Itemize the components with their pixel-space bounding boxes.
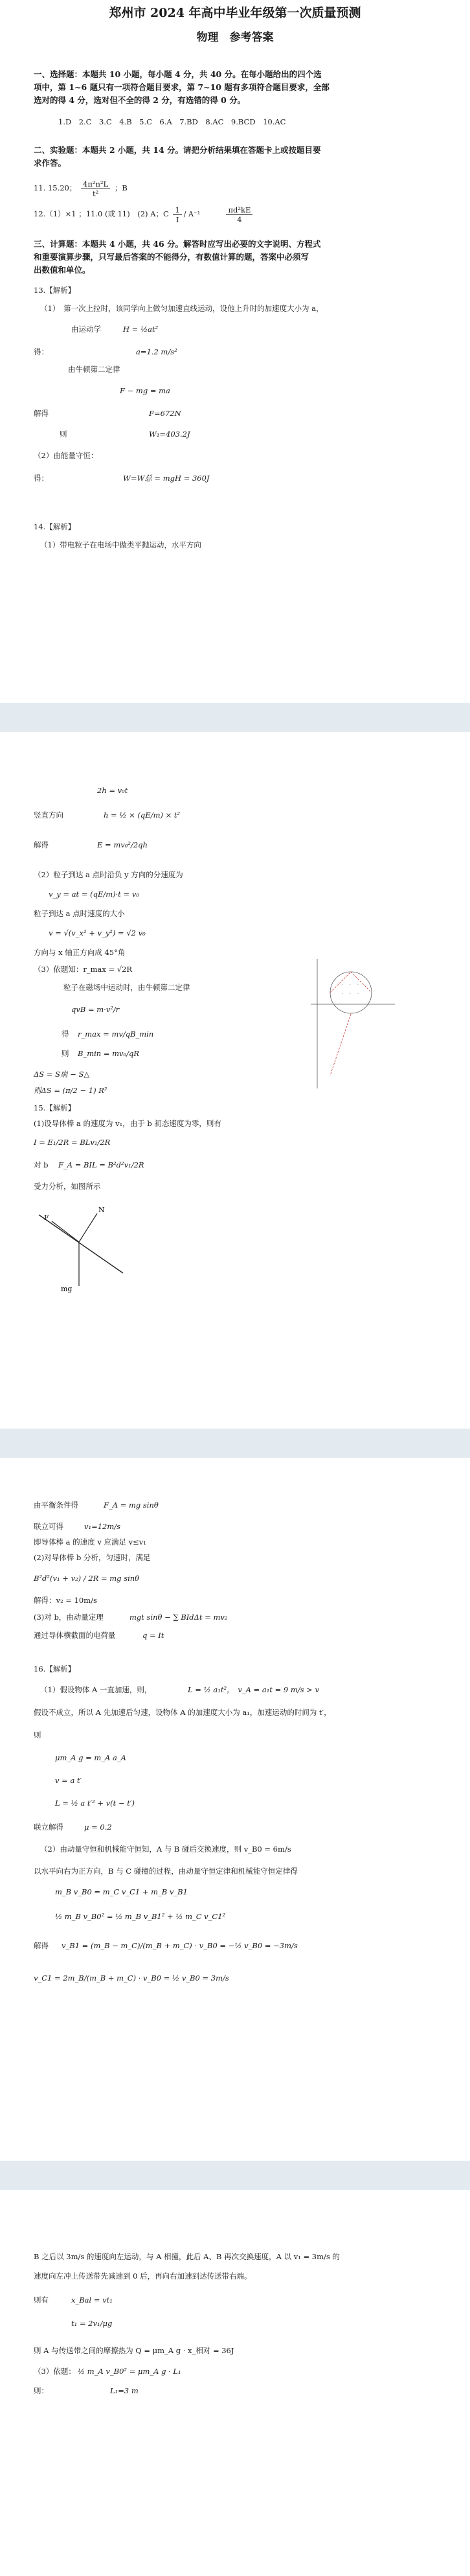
choice-answers: 1.D 2.C 3.C 4.B 5.C 6.A 7.BD 8.AC 9.BCD 10.AC — [58, 117, 286, 126]
force-f-arrow — [52, 1221, 79, 1242]
svg-text:·: · — [342, 992, 343, 996]
q15-formula: F_A = mg sinθ — [104, 1501, 159, 1510]
q16-formula: μm_A g = m_A a_A — [55, 1753, 126, 1762]
particle-path — [330, 972, 372, 993]
q13-formula: a=1.2 m/s² — [136, 347, 177, 356]
q14-formula: qvB = m·v²/r — [71, 1005, 120, 1014]
q16-formula: ½ m_A v_B0² = μm_A g · L₁ — [78, 2367, 181, 2376]
q14-formula: 则ΔS = (π/2 − 1) R² — [34, 1086, 107, 1095]
q16-line: 则 — [34, 1731, 41, 1740]
q13-line: 由牛顿第二定律 — [68, 365, 120, 374]
q14-formula: v = √(v_x² + v_y²) = √2 v₀ — [49, 928, 146, 937]
q14-formula: ΔS = S扇 − S△ — [34, 1070, 90, 1079]
q13-line: （2）由能量守恒： — [34, 451, 98, 460]
q14-line: 方向与 x 轴正方向成 45°角 — [34, 948, 126, 957]
page-separator — [0, 1429, 470, 1458]
page-1 — [0, 0, 470, 703]
particle-trajectory — [330, 1014, 351, 1075]
q11-answer: 11. 15.20； $\frac{\text{4π²n²L}}{\text{t²}}$ ；B — [34, 179, 128, 198]
q16-formula: μ = 0.2 — [84, 1823, 112, 1832]
q16-formula: v_B1 = (m_B − m_C)/(m_B + m_C) · v_B0 = −½ v_B0 = −3m/s — [62, 1941, 298, 1950]
q16-formula: t₁ = 2v₁/μg — [71, 2319, 113, 2328]
q16-heading: 16.【解析】 — [34, 1664, 76, 1673]
q14-line: （2）粒子到达 a 点时沿负 y 方向的分速度为 — [34, 870, 183, 879]
q13-formula: F=672N — [149, 409, 181, 418]
page-subtitle: 物理 参考答案 — [196, 31, 274, 44]
q15-line: 由平衡条件得 — [34, 1501, 78, 1510]
q15-formula: q = It — [142, 1631, 164, 1640]
q14-formula: v_y = at = (qE/m)·t = v₀ — [49, 890, 139, 899]
magnetic-field-diagram — [304, 952, 401, 1095]
q12-resistivity: $\frac{\text{πd²kE}}{4}$ — [226, 205, 252, 224]
q16-line: 假设不成立，所以 A 先加速后匀速，设物体 A 的加速度大小为 a₁，加速运动的时间为 t′， — [34, 1708, 331, 1717]
section-3-heading-line3: 出数值和单位。 — [34, 265, 91, 275]
q14-line: （1）带电粒子在电场中做类平抛运动，水平方向 — [40, 540, 201, 549]
section-1-heading: 一、选择题：本题共 10 小题，每小题 4 分，共 40 分。在每小题给出的四个选 — [34, 69, 322, 79]
section-2-heading: 二、实验题：本题共 2 小题，共 14 分。请把分析结果填在答题卡上或按题目要 — [34, 145, 321, 155]
q14-formula: B_min = mv₀/qR — [78, 1049, 140, 1058]
q16-formula: L = ½ a₁t²， v_A = a₁t = 9 m/s > v — [188, 1685, 319, 1694]
svg-text:·: · — [357, 992, 359, 996]
page-separator — [0, 703, 470, 732]
q16-line: （2）由动量守恒和机械能守恒知，A 与 B 碰后交换速度，则 v_B0 = 6m/s — [40, 1845, 291, 1854]
q15-line: (2)对导体棒 b 分析，匀速时，满足 — [34, 1553, 151, 1562]
field-region-circle — [330, 972, 372, 1013]
q14-formula: 2h = v₀t — [97, 786, 128, 795]
q15-formula: I = E₁/2R = BLv₁/2R — [34, 1138, 111, 1147]
q14-line: 则 — [62, 1049, 69, 1058]
q13-formula: W=W总 = mgH = 360J — [123, 474, 210, 483]
svg-text:·: · — [357, 983, 359, 987]
incline-rail — [39, 1215, 123, 1273]
q13-heading: 13.【解析】 — [34, 286, 76, 295]
q16-line: 则有 — [34, 2295, 49, 2305]
q16-formula: v = a t′ — [55, 1776, 82, 1785]
q11-fraction: $\frac{\text{4π²n²L}}{\text{t²}}$ — [81, 179, 110, 198]
q13-line: 得： — [34, 347, 49, 356]
q16-formula: v_C1 = 2m_B/(m_B + m_C) · v_B0 = ½ v_B0 = 3m/s — [34, 1973, 229, 1983]
q15-line: 对 b — [34, 1160, 49, 1169]
page-separator — [0, 2161, 470, 2190]
q14-formula: h = ½ × (qE/m) × t² — [104, 811, 181, 820]
q12-axis-label: $\frac{1}{I}$ — [173, 205, 181, 224]
force-mg-label: mg — [61, 1285, 73, 1293]
q16-formula: x_Bal = vt₁ — [71, 2295, 113, 2305]
force-n-label: N — [98, 1206, 105, 1214]
force-diagram — [32, 1202, 129, 1299]
svg-text:·: · — [342, 983, 343, 987]
q14-heading: 14.【解析】 — [34, 522, 76, 531]
svg-text:·: · — [350, 992, 351, 996]
q13-line: 由运动学 — [71, 325, 101, 334]
q15-line: 即导体棒 a 的速度 v 应满足 v≤v₁ — [34, 1537, 146, 1547]
q16-line: 以水平向右为正方向，B 与 C 碰撞的过程，由动量守恒定律和机械能守恒定律得 — [34, 1867, 298, 1876]
section-1-heading-line2: 项中，第 1~6 题只有一项符合题目要求，第 7~10 题有多项符合题目要求，全部 — [34, 82, 330, 92]
q14-formula: E = mv₀²/2qh — [97, 840, 148, 849]
q14-line: 得 — [62, 1029, 69, 1039]
q16-line: B 之后以 3m/s 的速度向左运动，与 A 相撞，此后 A、B 再次交换速度，A 以 v₁ = 3m/s 的 — [34, 2252, 340, 2261]
q15-formula: F_A = BIL = B²d²v₁/2R — [58, 1160, 144, 1169]
q13-line: 则 — [60, 430, 67, 439]
q13-line: （1） 第一次上拉时，该同学向上做匀加速直线运动，设他上升时的加速度大小为 a， — [40, 304, 324, 313]
q16-line: 速度向左冲上传送带先减速到 0 后，再向右加速到达传送带右端。 — [34, 2271, 252, 2281]
q16-line: 则 A 与传送带之间的摩擦热为 Q = μm_A g · x_相对 = 36J — [34, 2346, 234, 2355]
q15-line: 通过导体横截面的电荷量 — [34, 1631, 116, 1640]
q16-formula: m_B v_B0 = m_C v_C1 + m_B v_B1 — [55, 1887, 188, 1896]
q15-formula: mgt sinθ − ∑ BIdΔt = mv₂ — [129, 1613, 228, 1622]
q13-formula: W₁=403.2J — [149, 430, 190, 439]
q15-line: (3)对 b，由动量定理 — [34, 1613, 104, 1622]
q16-line: （1）假设物体 A 一直加速，则， — [40, 1685, 152, 1694]
section-3-heading: 三、计算题：本题共 4 小题，共 46 分。解答时应写出必要的文字说明、方程式 — [34, 239, 321, 249]
q13-line: 解得 — [34, 409, 49, 418]
field-dots — [342, 983, 359, 996]
q16-line: （3）依题： — [34, 2367, 76, 2376]
q16-line: 解得 — [34, 1941, 49, 1950]
q15-line: 解得：v₂ = 10m/s — [34, 1596, 97, 1605]
q13-formula: F − mg = ma — [120, 386, 170, 395]
q16-formula: ½ m_B v_B0² = ½ m_B v_B1² + ½ m_C v_C1² — [55, 1912, 226, 1921]
q16-line: 则： — [34, 2386, 49, 2395]
q15-heading: 15.【解析】 — [34, 1103, 76, 1112]
section-1-heading-line3: 选对的得 4 分，选对但不全的得 2 分，有选错的得 0 分。 — [34, 95, 246, 105]
q14-line: 粒子到达 a 点时速度的大小 — [34, 909, 125, 918]
q16-formula: L₁=3 m — [110, 2386, 139, 2395]
q14-line: 粒子在磁场中运动时，由牛顿第二定律 — [63, 983, 190, 992]
page-title: 郑州市 2024 年高中毕业年级第一次质量预测 — [109, 6, 361, 20]
q14-line: （3）依题知：r_max = √2R — [34, 965, 133, 974]
page-2 — [0, 732, 470, 1429]
svg-text:·: · — [350, 983, 351, 987]
q14-line: 解得 — [34, 840, 49, 849]
force-f-label: F — [44, 1213, 49, 1222]
q16-line: 联立解得 — [34, 1823, 63, 1832]
page-4 — [0, 2190, 470, 2576]
q15-line: 联立可得 — [34, 1522, 63, 1531]
q15-formula: v₁=12m/s — [84, 1522, 121, 1531]
force-n-arrow — [79, 1213, 97, 1242]
section-3-heading-line2: 和重要演算步骤，只写最后答案的不能得分，有数值计算的题，答案中必须写 — [34, 252, 309, 262]
q14-line: 竖直方向 — [34, 811, 63, 820]
q13-line: 得： — [34, 474, 49, 483]
page-3 — [0, 1458, 470, 2161]
section-2-heading-line2: 求作答。 — [34, 158, 67, 168]
q15-line: (1)设导体棒 a 的速度为 v₁，由于 b 初态速度为零，则有 — [34, 1119, 221, 1128]
q12-answer: 12.（1）×1 ；11.0 (或 11) (2) A；C $\frac{1}{I}$ / A⁻¹ $\frac{\text{πd²kE}}{4}$ — [34, 204, 254, 224]
q15-formula: B²d²(v₁ + v₂) / 2R = mg sinθ — [34, 1574, 140, 1583]
q14-formula: r_max = mv/qB_min — [78, 1029, 154, 1039]
q15-line: 受力分析，如图所示 — [34, 1182, 101, 1191]
q16-formula: L = ½ a t′² + v(t − t′) — [55, 1799, 135, 1808]
q13-formula: H = ½at² — [123, 325, 159, 334]
